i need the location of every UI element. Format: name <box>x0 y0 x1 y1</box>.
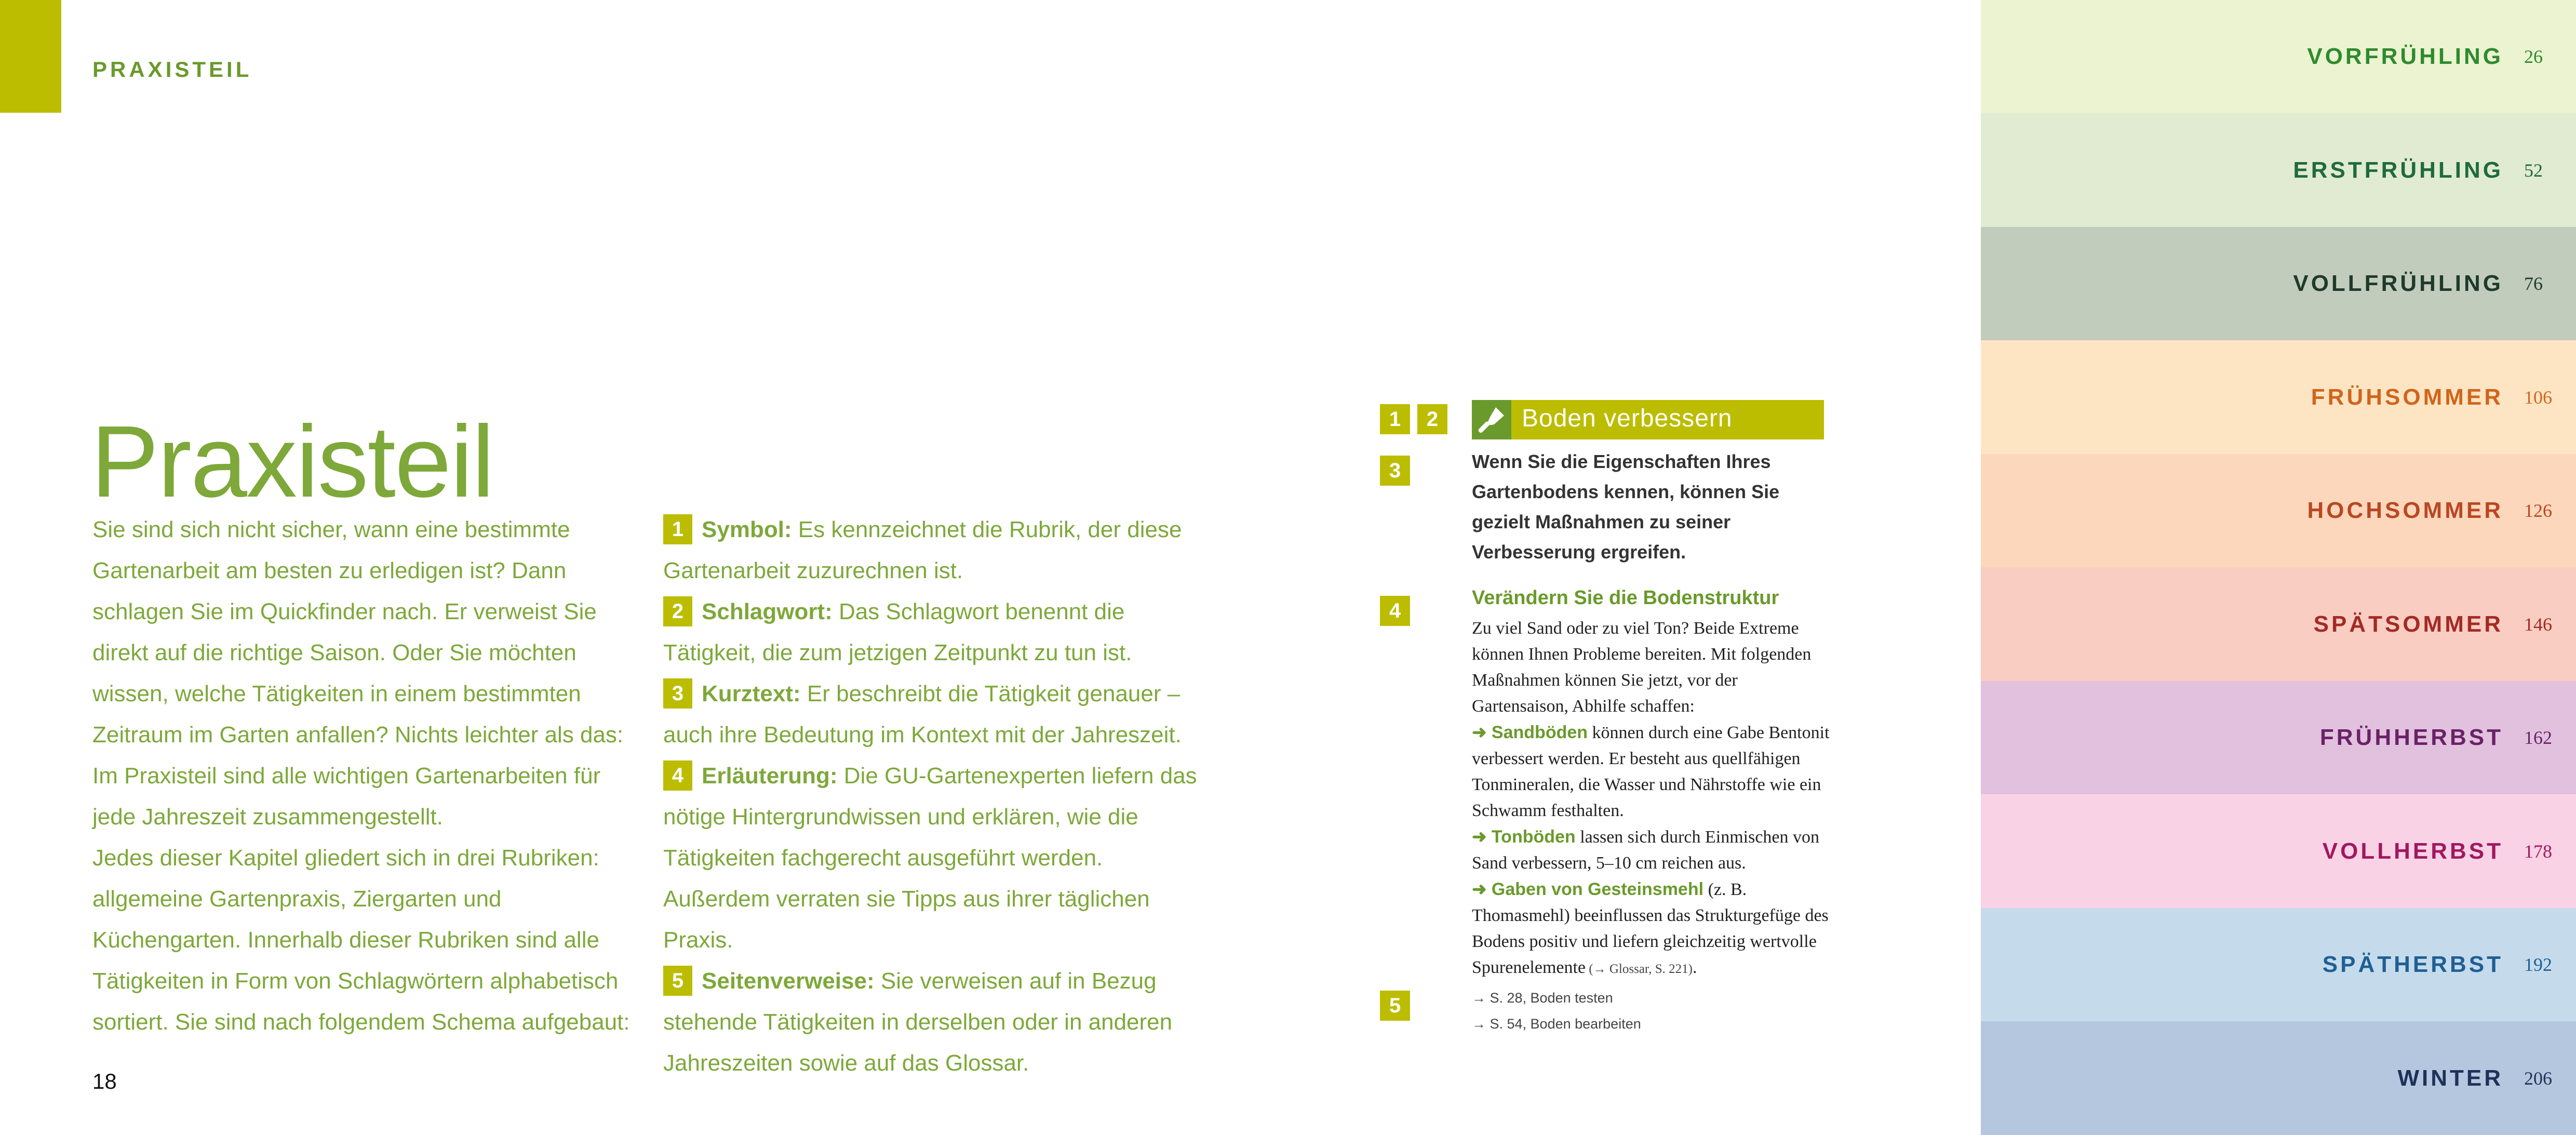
tab-label: FRÜHSOMMER <box>2311 384 2503 410</box>
tab-page: 26 <box>2524 46 2543 67</box>
section-label: PRAXISTEIL <box>92 57 252 82</box>
page-number: 18 <box>92 1069 117 1093</box>
number-marker: 1 <box>663 514 692 544</box>
tab-label: WINTER <box>2397 1065 2503 1091</box>
example-page-refs <box>1472 985 1641 1037</box>
tab-label: VORFRÜHLING <box>2307 44 2503 69</box>
page-ref: → S. 28, Boden testen <box>1472 990 1613 1006</box>
example-marker-4: 4 <box>1380 596 1410 626</box>
tab-page: 52 <box>2524 159 2543 181</box>
legend-text: Das Schlagwort benennt die Tätigkeit, die zum jetzigen Zeitpunkt zu tun ist. <box>663 599 1132 665</box>
bullet-text: (z. B. Thomasmehl) beeinflussen das Strukturgefüge des Bodens positiv und liefern gleichzeitig wertvolle Spurenelemente <box>1472 880 1829 977</box>
example-subheading: Verändern Sie die Bodenstruktur <box>1472 587 1779 609</box>
legend-term: Schlagwort: <box>702 599 833 624</box>
tab-spaetsommer[interactable] <box>1981 567 2576 681</box>
tab-page: 178 <box>2524 840 2552 862</box>
bullet-lead: ➜ Tonböden <box>1472 827 1576 847</box>
tab-label: VOLLFRÜHLING <box>2293 271 2503 296</box>
tab-spaetherbst[interactable] <box>1981 908 2576 1021</box>
legend-text: Sie verweisen auf in Bezug stehende Tätigkeiten in derselben oder in anderen Jahreszeiten sowie auf das Glossar. <box>663 968 1173 1076</box>
legend-term: Kurztext: <box>702 681 801 706</box>
bullet-text: lassen sich durch Einmischen von Sand verbessern, 5–10 cm reichen aus. <box>1472 827 1819 873</box>
tab-hochsommer[interactable] <box>1981 454 2576 567</box>
example-keyword: Boden verbessern <box>1522 405 1733 432</box>
example-marker-5: 5 <box>1380 991 1410 1021</box>
tab-label: SPÄTSOMMER <box>2313 611 2503 637</box>
legend-column <box>663 509 1214 1084</box>
example-marker-1: 1 <box>1380 404 1410 434</box>
season-tabs <box>1981 0 2576 1135</box>
example-marker-2: 2 <box>1417 404 1447 434</box>
accent-corner-block <box>0 0 61 113</box>
legend-term: Erläuterung: <box>702 763 838 789</box>
legend-item-shorttext <box>663 673 1214 755</box>
legend-item-keyword <box>663 591 1214 673</box>
tab-page: 146 <box>2524 613 2552 635</box>
bullet-text: können durch eine Gabe Bentonit verbessert werden. Er besteht aus quellfähigen Tonmineralen, die Wasser und Nährstoffe wie ein Schwamm festhalten. <box>1472 723 1830 820</box>
legend-term: Symbol: <box>702 517 792 542</box>
tab-winter[interactable] <box>1981 1021 2576 1135</box>
tab-page: 162 <box>2524 727 2552 748</box>
example-explanation <box>1472 616 1830 982</box>
legend-term: Seitenverweise: <box>702 968 875 994</box>
legend-text: Es kennzeichnet die Rubrik, der diese Gartenarbeit zuzurechnen ist. <box>663 517 1182 583</box>
number-marker: 4 <box>663 760 692 791</box>
legend-item-symbol <box>663 509 1214 591</box>
page-title: Praxisteil <box>91 405 494 519</box>
number-marker: 2 <box>663 596 692 626</box>
example-bullet-ton <box>1472 824 1830 876</box>
legend-text: Er beschreibt die Tätigkeit genauer – auch ihre Bedeutung im Kontext mit der Jahreszeit. <box>663 681 1182 747</box>
number-marker: 3 <box>663 678 692 709</box>
example-body-text: Zu viel Sand oder zu viel Ton? Beide Extreme können Ihnen Probleme bereiten. Mit folgenden Maßnahmen können Sie jetzt, vor der Gartensaison, Abhilfe schaffen: <box>1472 619 1812 716</box>
number-marker: 5 <box>663 966 692 996</box>
example-marker-3: 3 <box>1380 456 1410 486</box>
example-short-text: Wenn Sie die Eigenschaften Ihres Gartenbodens kennen, können Sie gezielt Maßnahmen zu seiner Verbesserung ergreifen. <box>1472 451 1780 563</box>
bullet-end: . <box>1692 958 1697 977</box>
bullet-lead: ➜ Gaben von Gesteinsmehl <box>1472 879 1704 899</box>
tab-fruehherbst[interactable] <box>1981 681 2576 794</box>
tab-vorfruehling[interactable] <box>1981 0 2576 113</box>
tab-vollfruehling[interactable] <box>1981 227 2576 340</box>
tab-label: ERSTFRÜHLING <box>2293 157 2503 183</box>
tab-label: FRÜHHERBST <box>2319 725 2503 750</box>
tab-fruehsommer[interactable] <box>1981 340 2576 454</box>
tab-label: VOLLHERBST <box>2322 838 2503 864</box>
example-bullet-gesteinsmehl <box>1472 876 1830 982</box>
tab-page: 126 <box>2524 500 2552 521</box>
example-header-bar <box>1472 400 1824 439</box>
page-ref: → S. 54, Boden bearbeiten <box>1472 1016 1641 1032</box>
glossary-ref: (→ Glossar, S. 221) <box>1586 962 1693 976</box>
intro-column <box>92 509 633 1043</box>
tab-page: 76 <box>2524 273 2543 294</box>
legend-item-explanation <box>663 755 1214 960</box>
tab-page: 106 <box>2524 386 2552 408</box>
tab-erstfruehling[interactable] <box>1981 113 2576 227</box>
tab-page: 192 <box>2524 954 2552 975</box>
tab-label: HOCHSOMMER <box>2307 498 2503 523</box>
bullet-lead: ➜ Sandböden <box>1472 723 1588 742</box>
example-bullet-sand <box>1472 719 1830 824</box>
intro-paragraph-2: Jedes dieser Kapitel gliedert sich in drei Rubriken: allgemeine Gartenpraxis, Ziergarten und Küchengarten. Innerhalb dieser Rubriken sind alle Tätigkeiten in Form von Schlagwörtern alphabetisch sortiert. Sie sind nach folgendem Schema aufgebaut: <box>92 845 630 1035</box>
trowel-icon <box>1472 400 1511 439</box>
tab-vollherbst[interactable] <box>1981 794 2576 908</box>
tab-page: 206 <box>2524 1067 2552 1089</box>
legend-item-pagerefs <box>663 960 1214 1084</box>
tab-label: SPÄTHERBST <box>2322 952 2503 977</box>
intro-paragraph-1: Sie sind sich nicht sicher, wann eine bestimmte Gartenarbeit am besten zu erledigen ist? Dann schlagen Sie im Quickfinder nach. Er verweist Sie direkt auf die richtige Saison. Oder Sie möchten wissen, welche Tätigkeiten in einem bestimmten Zeitraum im Garten anfallen? Nichts leichter als das: Im Praxisteil sind alle wichtigen Gartenarbeiten für jede Jahreszeit zusammengestellt. <box>92 517 624 830</box>
legend-text: Die GU-Gartenexperten liefern das nötige Hintergrundwissen und erklären, wie die Tätigkeiten fachgerecht ausgeführt werden. Außerdem verraten sie Tipps aus ihrer täglichen Praxis. <box>663 763 1197 953</box>
